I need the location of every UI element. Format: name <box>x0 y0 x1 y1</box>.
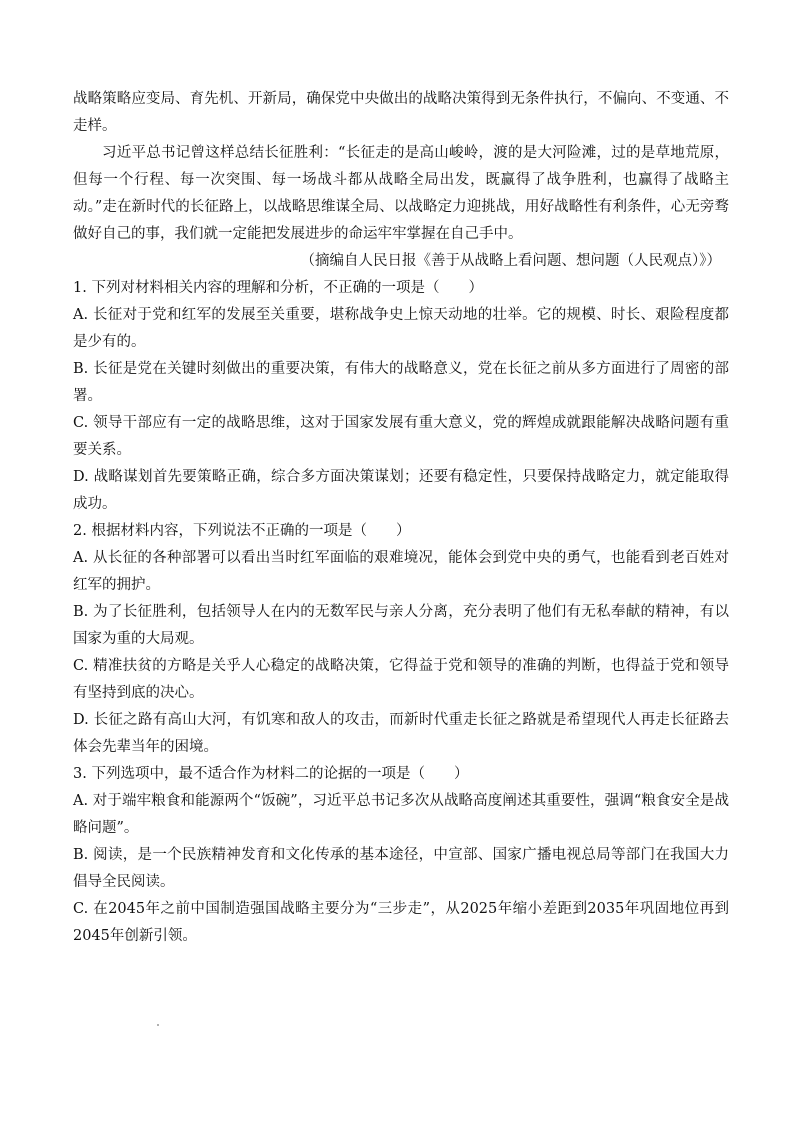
option-a[interactable]: A. 长征对于党和红军的发展至关重要，堪称战争史上惊天动地的壮举。它的规模、时长、艰险程度都是少有的。 <box>73 307 729 350</box>
passage-source: （摘编自人民日报《善于从战略上看问题、想问题（人民观点）》） <box>300 253 721 269</box>
question-2 <box>73 518 729 761</box>
question-3 <box>73 761 729 950</box>
option-b[interactable]: B. 长征是党在关键时刻做出的重要决策，有伟大的战略意义，党在长征之前从多方面进行了周密的部署。 <box>73 361 729 404</box>
scan-speck <box>157 1024 159 1026</box>
passage-paragraph-2: 习近平总书记曾这样总结长征胜利：“长征走的是高山峻岭，渡的是大河险滩，过的是草地荒原，但每一个行程、每一次突围、每一场战斗都从战略全局出发，既赢得了战争胜利，也赢得了战略主动。”走在新时代的长征路上，以战略思维谋全局、以战略定力迎挑战，用好战略性有利条件，心无旁骛做好自己的事，我们就一定能把发展进步的命运牢牢掌握在自己手中。 <box>73 145 729 242</box>
option-c[interactable]: C. 精准扶贫的方略是关乎人心稳定的战略决策，它得益于党和领导的准确的判断，也得益于党和领导有坚持到底的决心。 <box>73 658 729 701</box>
option-b[interactable]: B. 阅读，是一个民族精神发育和文化传承的基本途径，中宣部、国家广播电视总局等部门在我国大力倡导全民阅读。 <box>73 847 729 890</box>
passage-paragraph-1: 战略策略应变局、育先机、开新局，确保党中央做出的战略决策得到无条件执行，不偏向、不变通、不走样。 <box>73 91 729 134</box>
option-c[interactable]: C. 在2045年之前中国制造强国战略主要分为“三步走”，从2025年缩小差距到2035年巩固地位再到2045年创新引领。 <box>73 901 729 944</box>
option-c[interactable]: C. 领导干部应有一定的战略思维，这对于国家发展有重大意义，党的辉煌成就跟能解决战略问题有重要关系。 <box>73 415 729 458</box>
question-stem: 2. 根据材料内容，下列说法不正确的一项是（ ） <box>73 523 411 539</box>
option-d[interactable]: D. 战略谋划首先要策略正确，综合多方面决策谋划；还要有稳定性，只要保持战略定力，就定能取得成功。 <box>73 469 729 512</box>
option-d[interactable]: D. 长征之路有高山大河，有饥寒和敌人的攻击，而新时代重走长征之路就是希望现代人再走长征路去体会先辈当年的困境。 <box>73 712 729 755</box>
question-stem: 1. 下列对材料相关内容的理解和分析，不正确的一项是（ ） <box>73 280 483 296</box>
question-1 <box>73 275 729 518</box>
document-page <box>73 86 729 950</box>
question-stem: 3. 下列选项中，最不适合作为材料二的论据的一项是（ ） <box>73 766 469 782</box>
option-b[interactable]: B. 为了长征胜利，包括领导人在内的无数军民与亲人分离，充分表明了他们有无私奉献的精神，有以国家为重的大局观。 <box>73 604 729 647</box>
option-a[interactable]: A. 从长征的各种部署可以看出当时红军面临的艰难境况，能体会到党中央的勇气，也能看到老百姓对红军的拥护。 <box>73 550 729 593</box>
option-a[interactable]: A. 对于端牢粮食和能源两个“饭碗”，习近平总书记多次从战略高度阐述其重要性，强调“粮食安全是战略问题”。 <box>73 793 729 836</box>
